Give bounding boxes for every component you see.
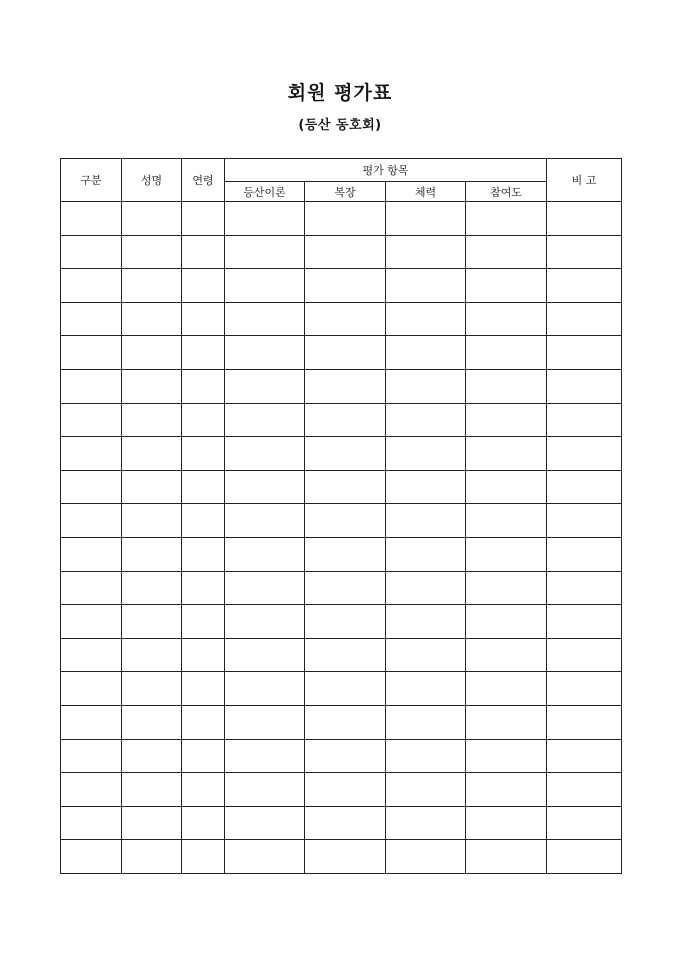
table-cell[interactable] (61, 202, 122, 236)
table-cell[interactable] (547, 672, 622, 706)
table-body (61, 202, 622, 874)
table-row (61, 470, 622, 504)
table-row (61, 638, 622, 672)
table-cell[interactable] (225, 537, 305, 571)
table-cell[interactable] (61, 638, 122, 672)
table-cell[interactable] (547, 470, 622, 504)
table-cell[interactable] (182, 605, 225, 639)
table-cell[interactable] (122, 806, 182, 840)
table-row (61, 302, 622, 336)
table-cell[interactable] (466, 202, 547, 236)
table-cell[interactable] (547, 537, 622, 571)
table-cell[interactable] (225, 302, 305, 336)
table-cell[interactable] (182, 571, 225, 605)
table-cell[interactable] (305, 806, 386, 840)
table-cell[interactable] (547, 806, 622, 840)
table-cell[interactable] (305, 672, 386, 706)
table-cell[interactable] (466, 672, 547, 706)
table-cell[interactable] (182, 403, 225, 437)
table-cell[interactable] (182, 470, 225, 504)
table-cell[interactable] (182, 806, 225, 840)
table-cell[interactable] (61, 806, 122, 840)
table-cell[interactable] (225, 605, 305, 639)
table-cell[interactable] (547, 739, 622, 773)
table-cell[interactable] (225, 705, 305, 739)
table-cell[interactable] (386, 773, 466, 807)
table-cell[interactable] (547, 638, 622, 672)
table-cell[interactable] (305, 235, 386, 269)
table-cell[interactable] (182, 638, 225, 672)
table-cell[interactable] (61, 773, 122, 807)
table-cell[interactable] (386, 504, 466, 538)
header-attire: 복장 (305, 182, 386, 202)
table-row (61, 202, 622, 236)
table-cell[interactable] (182, 437, 225, 471)
table-cell[interactable] (122, 638, 182, 672)
table-cell[interactable] (225, 369, 305, 403)
table-cell[interactable] (547, 202, 622, 236)
table-row (61, 840, 622, 874)
table-cell[interactable] (182, 537, 225, 571)
table-cell[interactable] (466, 437, 547, 471)
table-cell[interactable] (122, 235, 182, 269)
table-cell[interactable] (61, 537, 122, 571)
table-row (61, 705, 622, 739)
table-cell[interactable] (305, 437, 386, 471)
page-title: 회원 평가표 (287, 82, 393, 104)
table-cell[interactable] (61, 705, 122, 739)
table-cell[interactable] (305, 302, 386, 336)
table-row (61, 571, 622, 605)
table-cell[interactable] (122, 840, 182, 874)
header-evaluation-items: 평가 항목 (225, 159, 547, 182)
table-cell[interactable] (122, 504, 182, 538)
table-cell[interactable] (466, 571, 547, 605)
table-cell[interactable] (182, 235, 225, 269)
table-cell[interactable] (122, 269, 182, 303)
table-cell[interactable] (305, 773, 386, 807)
table-cell[interactable] (547, 403, 622, 437)
table-row (61, 235, 622, 269)
table-cell[interactable] (122, 672, 182, 706)
table-cell[interactable] (386, 806, 466, 840)
table-row (61, 336, 622, 370)
table-cell[interactable] (386, 369, 466, 403)
table-cell[interactable] (61, 470, 122, 504)
table-cell[interactable] (225, 202, 305, 236)
table-cell[interactable] (305, 269, 386, 303)
table-cell[interactable] (182, 269, 225, 303)
table-cell[interactable] (122, 571, 182, 605)
table-cell[interactable] (305, 605, 386, 639)
table-cell[interactable] (466, 638, 547, 672)
header-participation: 참여도 (466, 182, 547, 202)
header-fitness: 체력 (386, 182, 466, 202)
table-row (61, 437, 622, 471)
table-cell[interactable] (547, 840, 622, 874)
table-cell[interactable] (61, 504, 122, 538)
table-cell[interactable] (182, 302, 225, 336)
header-theory: 등산이론 (225, 182, 305, 202)
table-cell[interactable] (225, 336, 305, 370)
table-cell[interactable] (122, 773, 182, 807)
table-cell[interactable] (122, 739, 182, 773)
table-cell[interactable] (386, 470, 466, 504)
table-cell[interactable] (466, 605, 547, 639)
table-cell[interactable] (466, 773, 547, 807)
table-cell[interactable] (547, 571, 622, 605)
table-cell[interactable] (466, 504, 547, 538)
table-cell[interactable] (122, 470, 182, 504)
table-cell[interactable] (547, 369, 622, 403)
table-cell[interactable] (547, 705, 622, 739)
table-row (61, 403, 622, 437)
table-cell[interactable] (386, 437, 466, 471)
table-cell[interactable] (466, 739, 547, 773)
table-cell[interactable] (547, 302, 622, 336)
table-cell[interactable] (386, 705, 466, 739)
table-cell[interactable] (225, 269, 305, 303)
table-cell[interactable] (305, 470, 386, 504)
table-row (61, 605, 622, 639)
table-cell[interactable] (305, 840, 386, 874)
table-cell[interactable] (61, 437, 122, 471)
table-cell[interactable] (466, 705, 547, 739)
table-cell[interactable] (182, 705, 225, 739)
table-row (61, 773, 622, 807)
table-cell[interactable] (225, 739, 305, 773)
table-row (61, 806, 622, 840)
header-name: 성명 (122, 159, 182, 202)
table-cell[interactable] (305, 739, 386, 773)
table-cell[interactable] (466, 537, 547, 571)
table-cell[interactable] (305, 369, 386, 403)
table-cell[interactable] (386, 302, 466, 336)
table-cell[interactable] (225, 437, 305, 471)
table-cell[interactable] (386, 638, 466, 672)
table-cell[interactable] (547, 605, 622, 639)
table-cell[interactable] (122, 369, 182, 403)
table-cell[interactable] (386, 202, 466, 236)
table-cell[interactable] (547, 235, 622, 269)
table-row (61, 269, 622, 303)
table-cell[interactable] (61, 235, 122, 269)
table-cell[interactable] (122, 336, 182, 370)
table-cell[interactable] (466, 403, 547, 437)
table-cell[interactable] (466, 336, 547, 370)
table-row (61, 739, 622, 773)
table-cell[interactable] (122, 537, 182, 571)
table-cell[interactable] (225, 235, 305, 269)
table-cell[interactable] (466, 369, 547, 403)
table-cell[interactable] (386, 537, 466, 571)
table-cell[interactable] (466, 235, 547, 269)
table-cell[interactable] (305, 403, 386, 437)
table-cell[interactable] (61, 403, 122, 437)
table-cell[interactable] (305, 571, 386, 605)
table-cell[interactable] (225, 403, 305, 437)
table-cell[interactable] (547, 437, 622, 471)
table-cell[interactable] (386, 235, 466, 269)
header-age: 연령 (182, 159, 225, 202)
table-cell[interactable] (122, 437, 182, 471)
table-cell[interactable] (61, 369, 122, 403)
table-cell[interactable] (122, 605, 182, 639)
table-cell[interactable] (547, 269, 622, 303)
table-cell[interactable] (386, 336, 466, 370)
table-cell[interactable] (122, 705, 182, 739)
table-cell[interactable] (466, 840, 547, 874)
table-cell[interactable] (225, 638, 305, 672)
table-cell[interactable] (182, 840, 225, 874)
table-cell[interactable] (225, 806, 305, 840)
table-cell[interactable] (225, 672, 305, 706)
table-cell[interactable] (182, 504, 225, 538)
table-row (61, 504, 622, 538)
table-row (61, 537, 622, 571)
table-cell[interactable] (466, 302, 547, 336)
table-cell[interactable] (225, 504, 305, 538)
table-cell[interactable] (547, 336, 622, 370)
table-cell[interactable] (61, 269, 122, 303)
table-cell[interactable] (182, 336, 225, 370)
table-cell[interactable] (122, 403, 182, 437)
table-cell[interactable] (61, 840, 122, 874)
table-cell[interactable] (122, 302, 182, 336)
table-cell[interactable] (182, 369, 225, 403)
table-cell[interactable] (386, 605, 466, 639)
table-cell[interactable] (305, 202, 386, 236)
table-cell[interactable] (466, 470, 547, 504)
table-cell[interactable] (61, 571, 122, 605)
table-cell[interactable] (225, 571, 305, 605)
table-cell[interactable] (305, 336, 386, 370)
table-cell[interactable] (386, 672, 466, 706)
table-cell[interactable] (466, 806, 547, 840)
table-cell[interactable] (182, 739, 225, 773)
table-cell[interactable] (386, 739, 466, 773)
table-cell[interactable] (466, 269, 547, 303)
page-subtitle: (등산 동호회) (298, 118, 382, 133)
table-cell[interactable] (386, 269, 466, 303)
table-cell[interactable] (386, 571, 466, 605)
table-cell[interactable] (61, 739, 122, 773)
table-row (61, 672, 622, 706)
table-cell[interactable] (305, 537, 386, 571)
evaluation-table (60, 158, 622, 874)
table-cell[interactable] (547, 504, 622, 538)
table-cell[interactable] (182, 672, 225, 706)
table-cell[interactable] (182, 202, 225, 236)
table-cell[interactable] (305, 504, 386, 538)
header-category: 구분 (61, 159, 122, 202)
table-cell[interactable] (61, 672, 122, 706)
table-cell[interactable] (305, 638, 386, 672)
table-cell[interactable] (386, 840, 466, 874)
table-cell[interactable] (305, 705, 386, 739)
table-cell[interactable] (182, 773, 225, 807)
header-remarks: 비 고 (547, 159, 622, 202)
table-cell[interactable] (225, 840, 305, 874)
table-cell[interactable] (225, 773, 305, 807)
table-cell[interactable] (386, 403, 466, 437)
table-cell[interactable] (122, 202, 182, 236)
table-cell[interactable] (61, 302, 122, 336)
table-cell[interactable] (225, 470, 305, 504)
table-row (61, 369, 622, 403)
table-cell[interactable] (61, 605, 122, 639)
table-cell[interactable] (547, 773, 622, 807)
table-cell[interactable] (61, 336, 122, 370)
